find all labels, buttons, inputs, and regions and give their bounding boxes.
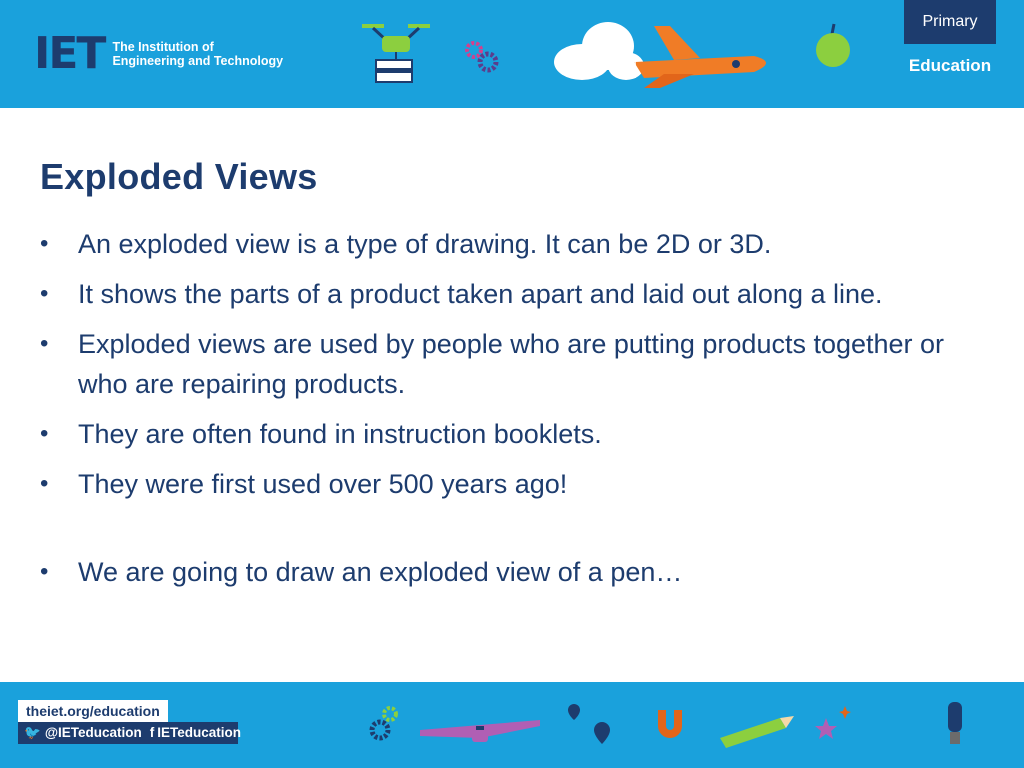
twitter-handle[interactable]: @IETeducation [44,725,142,740]
bullet-item: • An exploded view is a type of drawing. It can be 2D or 3D. [40,224,960,264]
bullet-list [40,224,960,602]
gears-icon [368,704,404,744]
stars-icon [812,704,852,744]
footer-url-link[interactable]: theiet.org/education [18,700,168,722]
logo-line-2: Engineering and Technology [112,54,284,68]
gears-icon [464,40,502,76]
footer-social [18,722,241,744]
map-pin-icon [562,702,612,750]
logo-line-1: The Institution of [112,40,214,54]
bullet-item: • They were first used over 500 years ago! [40,464,960,504]
light-bulb-icon [942,700,968,750]
logo-text [112,40,283,68]
glider-icon [416,712,546,752]
bullet-item: • It shows the parts of a product taken apart and laid out along a line. [40,274,960,314]
facebook-icon: f [149,725,155,740]
iet-logo[interactable] [34,28,284,79]
slide-title: Exploded Views [40,156,318,197]
space-shuttle-icon [614,22,784,90]
pencil-icon [716,710,796,750]
bullet-item: • They are often found in instruction booklets. [40,414,960,454]
drone-icon [358,18,434,88]
logo-mark: IET [34,28,105,79]
magnet-icon [650,706,690,746]
twitter-icon: 🐦 [24,725,41,740]
bullet-item: • Exploded views are used by people who are putting products together or who are repairing products. [40,324,960,404]
facebook-handle[interactable]: IETeducation [157,725,241,740]
apple-icon [812,22,854,68]
bullet-item: • We are going to draw an exploded view of a pen… [40,552,960,592]
tab-primary[interactable]: Primary [904,0,996,44]
tab-education[interactable]: Education [908,56,992,75]
